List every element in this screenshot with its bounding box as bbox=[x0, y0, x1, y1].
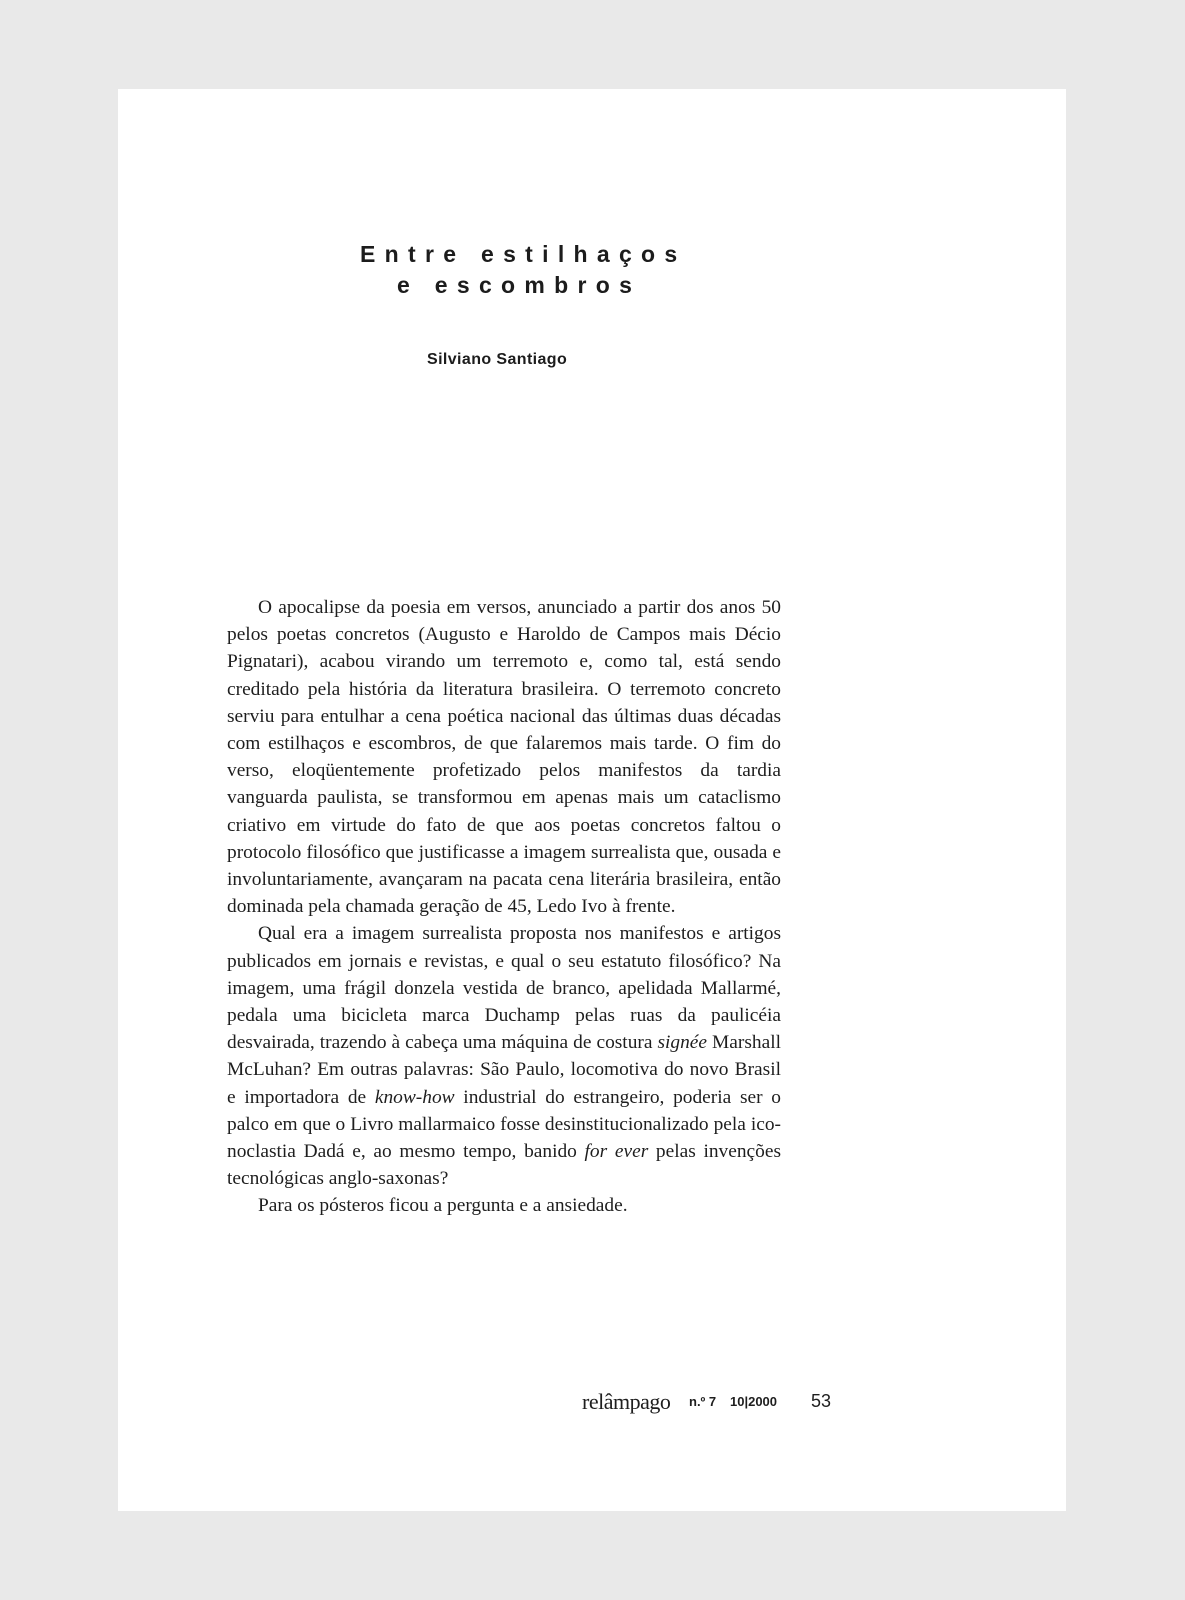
paragraph bbox=[227, 1192, 781, 1219]
italic-term: know-how bbox=[374, 1086, 455, 1108]
text-segment: pelas invenções tecnológicas anglo-saxonas? bbox=[227, 1141, 781, 1190]
text-segment: Para os pósteros ficou a pergunta e a ansiedade. bbox=[258, 1195, 628, 1217]
article-body bbox=[227, 594, 781, 1220]
text-segment: Marshall McLuhan? Em outras palavras: São Paulo, locomotiva do novo Brasil e importadora de bbox=[227, 1032, 781, 1108]
paragraph bbox=[227, 594, 781, 920]
italic-term: signée bbox=[657, 1032, 708, 1054]
italic-term: for ever bbox=[584, 1141, 649, 1163]
text-segment: Qual era a imagem surrealista proposta nos manifestos e artigos publicados em jornais e revistas, e qual o seu estatuto filosófico? Na imagem, uma frágil donzela vestida de branco, apelidada Mallarmé, pedala uma bicicleta marca Duchamp pelas ruas da paulicéia desvairada, trazendo à cabeça uma máquina de costura bbox=[227, 923, 781, 1054]
page-footer bbox=[118, 1389, 1066, 1419]
issue-date: 10|2000 bbox=[730, 1394, 778, 1409]
paragraph bbox=[227, 920, 781, 1192]
document-page bbox=[118, 89, 1066, 1511]
text-segment: industrial do estrangeiro, poderia ser o palco em que o Livro mallarmaico fosse desinstitucionalizado pela iconoclastia Dadá e, ao mesmo tempo, banido bbox=[227, 1086, 781, 1163]
page-number: 53 bbox=[811, 1391, 832, 1411]
text-segment: O apocalipse da poesia em versos, anunciado a partir dos anos 50 pelos poetas concretos (Augusto e Haroldo de Campos mais Décio Pignatari), acabou virando um terremoto e, como tal, está sendo creditado pela história da literatura brasileira. O terremoto concreto serviu para entulhar a cena poética nacional das últimas duas décadas com estilhaços e escombros, de que falaremos mais tarde. O fim do verso, eloqüentemente profetizado pelos manifestos da tardia vanguarda paulista, se transformou em apenas mais um cataclismo criativo em virtude do fato de que aos poetas concretos faltou o protocolo filosófico que justificasse a imagem surrealista que, ousada e involuntariamente, avançaram na pacata cena literária brasileira, então dominada pela chamada geração de 45, Ledo Ivo à frente. bbox=[227, 597, 781, 918]
issue-number: n.º 7 bbox=[689, 1394, 717, 1409]
publication-name: relâmpago bbox=[582, 1389, 671, 1414]
author-name: Silviano Santiago bbox=[427, 351, 568, 368]
title-line-2: e escombros bbox=[397, 272, 642, 298]
title-line-1: Entre estilhaços bbox=[360, 241, 687, 267]
